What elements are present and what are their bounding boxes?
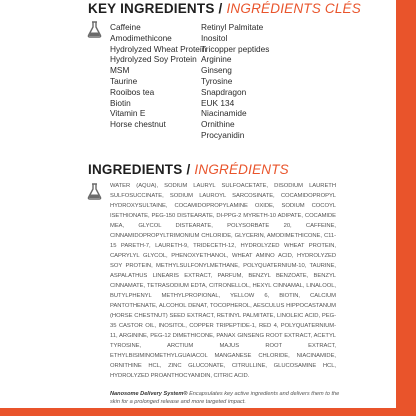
heading-separator: /: [186, 162, 191, 177]
key-ingredient-item: Caffeine: [110, 22, 141, 32]
nanosome-description: Encapsulates key active ingredients and delivers them to the skin for a prolonged release and more targeted impact.: [110, 391, 340, 405]
accent-bar: [396, 0, 416, 416]
heading-english: INGREDIENTS: [88, 162, 183, 177]
key-ingredient-item: Taurine: [110, 75, 138, 86]
key-ingredient-item: Tricopper peptides: [201, 43, 270, 54]
heading-french: INGRÉDIENTS: [194, 162, 289, 177]
key-ingredient-item: Tyrosine: [201, 75, 233, 86]
flask-icon: [87, 183, 102, 200]
key-ingredients-heading: [88, 1, 361, 16]
accent-strip: [0, 408, 416, 416]
ingredients-heading: [88, 162, 289, 177]
key-ingredient-item: Hydrolyzed Soy Protein: [110, 54, 197, 65]
key-ingredient-item: Biotin: [110, 97, 131, 108]
heading-english: KEY INGREDIENTS: [88, 1, 215, 16]
nanosome-note: [110, 390, 342, 406]
key-ingredient-item: MSM: [110, 65, 130, 76]
ingredient-list-text: WATER (AQUA), SODIUM LAURYL SULFOACETATE, DISODIUM LAURETH SULFOSUCCINATE, SODIUM LAUROYL SARCOSINATE, COCAMIDOPROPYL HYDROXYSULTAINE, COCAMIDOPROPYLAMINE OXIDE, SODIUM COCOYL ISETHIONATE, PEG-150 DISTEARATE, DI-PPG-2 MYRETH-10 ADIPATE, COCAMIDE MEA, GLYCOL DISTEARATE, POLYSORBATE 20, CAFFEINE, CINNAMIDOPROPYLTRIMONIUM CHLORIDE, GLYCERIN, AMODIMETHICONE, C11-15 PARETH-7, LAURETH-9, TRIDECETH-12, HYDROLYZED WHEAT PROTEIN, CAPRYLYL GLYCOL, PHENOXYETHANOL, WHEAT AMINO ACID, HYDROLYZED SOY PROTEIN, METHYLSULFONYLMETHANE, POLYQUATERNIUM-10, TAURINE, ASPALATHUS LINEARIS EXTRACT, PARFUM, BENZYL BENZOATE, BENZYL CINNAMATE, TETRASODIUM EDTA, CITRONELLOL, HEXYL CINNAMAL, LINALOOL, BUTYLPHENYL METHYLPROPIONAL, YELLOW 6, BIOTIN, CALCIUM PANTOTHENATE, ALCOHOL DENAT, TOCOPHEROL, AESCULUS HIPPOCASTANUM (HORSE CHESTNUT) SEED EXTRACT, RETINYL PALMITATE, LINOLEIC ACID, PEG-35 CASTOR OIL, INOSITOL, COPPER TRIPEPTIDE-1, RED 4, POLYQUATERNIUM-11, ARGININE, PEG-12 DIMETHICONE, PANAX GINSENG ROOT EXTRACT, ACETYL TYROSINE, ARCTIUM MAJUS ROOT EXTRACT, ETHYLBISIMINOMETHYLGUAIACOL MANGANESE CHLORIDE, NIACINAMIDE, ORNITHINE HCL, ZINC GLUCONATE, CITRULLINE, GLUCOSAMINE HCL, HYDROLYZED PROANTHOCYANIDIN, CITRIC ACID.: [110, 183, 336, 379]
heading-separator: /: [218, 1, 223, 16]
key-ingredient-item: Rooibos tea: [110, 86, 155, 97]
key-ingredients-column-2: [201, 22, 307, 141]
key-ingredient-item: Amodimethicone: [110, 32, 172, 43]
key-ingredient-item: Procyanidin: [201, 129, 245, 140]
key-ingredient-item: Ornithine: [201, 119, 235, 130]
heading-french: INGRÉDIENTS CLÉS: [226, 1, 361, 16]
key-ingredient-item: Niacinamide: [201, 108, 247, 119]
key-ingredient-item: Snapdragon: [201, 86, 247, 97]
key-ingredient-item: Inositol: [201, 32, 228, 43]
key-ingredient-item: Horse chestnut: [110, 119, 166, 130]
nanosome-brand: Nanosome Delivery System®: [110, 391, 188, 397]
key-ingredient-item: Retinyl Palmitate: [201, 22, 264, 32]
key-ingredient-item: EUK 134: [201, 97, 235, 108]
key-ingredient-item: Arginine: [201, 54, 232, 65]
key-ingredient-item: Vitamin E: [110, 108, 146, 119]
flask-icon: [87, 21, 102, 38]
key-ingredient-item: Ginseng: [201, 65, 232, 76]
key-ingredient-item: Hydrolyzed Wheat Protein: [110, 43, 207, 54]
